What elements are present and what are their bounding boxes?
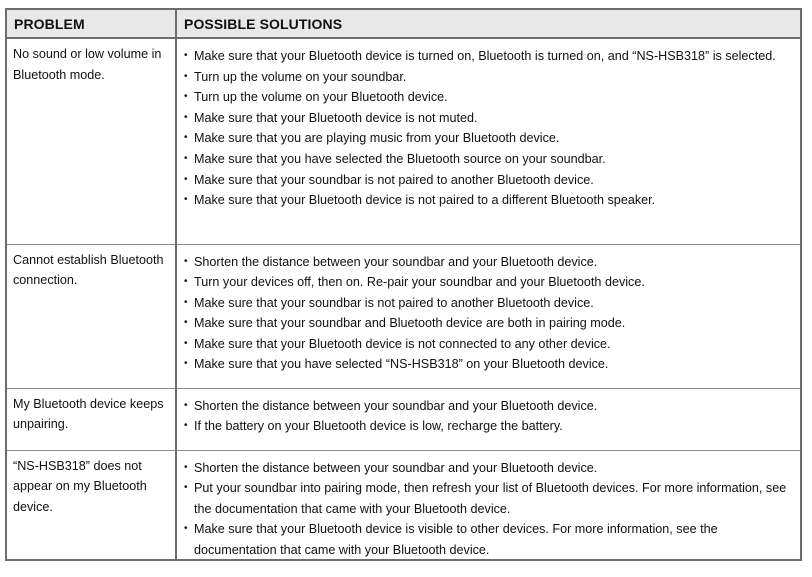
- solutions-cell: [176, 450, 800, 560]
- solutions-column-header: POSSIBLE SOLUTIONS: [176, 10, 800, 38]
- troubleshooting-table-frame: [5, 8, 802, 561]
- solution-item: • Make sure that you are playing music from your Bluetooth device.: [184, 128, 792, 149]
- problem-column-header: PROBLEM: [7, 10, 176, 38]
- solution-item: • Make sure that your soundbar and Bluetooth device are both in pairing mode.: [184, 313, 792, 334]
- solution-item: • Turn your devices off, then on. Re-pair your soundbar and your Bluetooth device.: [184, 272, 792, 293]
- solution-item: • Make sure that your Bluetooth device is not paired to a different Bluetooth speaker.: [184, 190, 792, 211]
- solution-item: • Put your soundbar into pairing mode, then refresh your list of Bluetooth devices. For more information, see the documentation that came with your Bluetooth device.: [184, 478, 792, 519]
- solution-item: • Make sure that your soundbar is not paired to another Bluetooth device.: [184, 293, 792, 314]
- header-row: [7, 10, 800, 38]
- solution-item: • Make sure that you have selected the Bluetooth source on your soundbar.: [184, 149, 792, 170]
- solution-item: • Turn up the volume on your Bluetooth device.: [184, 87, 792, 108]
- solution-item: • If the battery on your Bluetooth device is low, recharge the battery.: [184, 416, 792, 437]
- table-row: [7, 388, 800, 450]
- solution-item: • Make sure that your Bluetooth device is not connected to any other device.: [184, 334, 792, 355]
- table-row: [7, 450, 800, 560]
- solution-item: • Make sure that your soundbar is not paired to another Bluetooth device.: [184, 170, 792, 191]
- solutions-list: [184, 46, 792, 211]
- solutions-cell: [176, 388, 800, 450]
- solutions-cell: [176, 244, 800, 388]
- table-row: [7, 244, 800, 388]
- solution-item: • Turn up the volume on your soundbar.: [184, 67, 792, 88]
- solution-item: • Make sure that you have selected “NS-HSB318” on your Bluetooth device.: [184, 354, 792, 375]
- table-row: [7, 38, 800, 244]
- solution-item: • Shorten the distance between your soundbar and your Bluetooth device.: [184, 252, 792, 273]
- solutions-list: [184, 252, 792, 376]
- problem-cell: My Bluetooth device keeps unpairing.: [7, 388, 176, 450]
- troubleshooting-table: [7, 10, 800, 560]
- solutions-list: [184, 396, 792, 437]
- problem-cell: No sound or low volume in Bluetooth mode.: [7, 38, 176, 244]
- solution-item: • Shorten the distance between your soundbar and your Bluetooth device.: [184, 396, 792, 417]
- solutions-list: [184, 458, 792, 561]
- solutions-cell: [176, 38, 800, 244]
- solution-item: • Make sure that your Bluetooth device is not muted.: [184, 108, 792, 129]
- problem-cell: Cannot establish Bluetooth connection.: [7, 244, 176, 388]
- problem-cell: “NS-HSB318” does not appear on my Bluetooth device.: [7, 450, 176, 560]
- solution-item: • Shorten the distance between your soundbar and your Bluetooth device.: [184, 458, 792, 479]
- solution-item: • Make sure that your Bluetooth device is turned on, Bluetooth is turned on, and “NS-HSB318” is selected.: [184, 46, 792, 67]
- solution-item: • Make sure that your Bluetooth device is visible to other devices. For more information, see the documentation that came with your Bluetooth device.: [184, 519, 792, 560]
